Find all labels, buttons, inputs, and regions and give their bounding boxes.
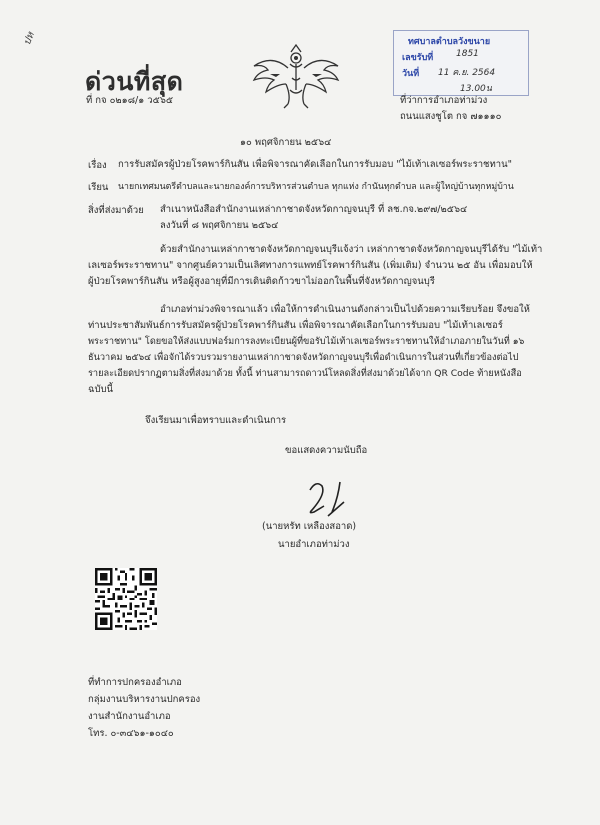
signer-title: นายอำเภอท่าม่วง [278,539,350,550]
document-date: ๑๐ พฤศจิกายน ๒๕๖๔ [240,137,332,148]
enclosure-line-1: สำเนาหนังสือสำนักงานเหล่ากาชาดจังหวัดกาญจนบุรี ที่ ลช.กจ.๒๙๗/๒๕๖๔ [160,204,468,215]
subject-label: เรื่อง [88,160,107,171]
stamp-time-value: 13.00น [460,84,492,94]
signer-name: (นายหรัท เหลืองสอาด) [262,521,357,532]
received-stamp [393,30,529,96]
footer-line-4: โทร. ๐-๓๔๖๑-๑๐๔๐ [88,728,174,739]
paragraph-2-line-5: รายละเอียดปรากฏตามสิ่งที่ส่งมาด้วย ทั้งนี้ ท่านสามารถดาวน์โหลดสิ่งที่ส่งมาด้วยได้จาก QR Code ท้ายหนังสือ [88,368,522,379]
stamp-recv-label: เลขรับที่ [402,53,434,63]
handwritten-note: ปห [21,30,37,47]
enclosure-line-2: ลงวันที่ ๘ พฤศจิกายน ๒๕๖๔ [160,220,279,231]
respect-text: ขอแสดงความนับถือ [285,445,368,456]
addressee-label: เรียน [88,182,109,193]
closing-text: จึงเรียนมาเพื่อทราบและดำเนินการ [145,415,287,426]
paragraph-1-line-3: ผู้ป่วยโรคพาร์กินสัน หรือผู้สูงอายุที่มีการเดินติดก้าวขาไม่ออกในพื้นที่จังหวัดกาญจนบุรี [88,276,435,287]
issuing-office: ที่ว่าการอำเภอท่าม่วง [400,95,488,106]
qr-code-icon [95,568,157,630]
document-number: ที่ กจ ๐๒๑๘/๑ ว๕๖๕ [86,95,174,106]
footer-line-2: กลุ่มงานบริหารงานปกครอง [88,694,201,705]
paragraph-2-line-1: อำเภอท่าม่วงพิจารณาแล้ว เพื่อให้การดำเนินงานดังกล่าวเป็นไปด้วยความเรียบร้อย จึงขอให้ [160,304,530,315]
paragraph-1-line-1: ด้วยสำนักงานเหล่ากาชาดจังหวัดกาญจนบุรีแจ้งว่า เหล่ากาชาดจังหวัดกาญจนบุรีได้รับ "ไม้เท้า [160,244,543,255]
stamp-recv-value: 1851 [456,49,479,59]
enclosure-label: สิ่งที่ส่งมาด้วย [88,205,144,216]
subject-text: การรับสมัครผู้ป่วยโรคพาร์กินสัน เพื่อพิจารณาคัดเลือกในการรับมอบ "ไม้เท้าเลเซอร์พระราชทาน" [118,159,512,170]
paragraph-1-line-2: เลเซอร์พระราชทาน" จากศูนย์ความเป็นเลิศทางการแพทย์โรคพาร์กินสัน (เพิ่มเติม) จำนวน ๒๕ อัน เพื่อมอบให้ [88,260,533,271]
paragraph-2-line-6: ฉบับนี้ [88,384,114,395]
footer-line-3: งานสำนักงานอำเภอ [88,711,171,722]
office-address: ถนนแสงชูโต กจ ๗๑๑๑๐ [400,111,502,122]
garuda-emblem-icon [246,44,346,110]
addressee-text: นายกเทศมนตรีตำบลและนายกองค์การบริหารส่วนตำบล ทุกแห่ง กำนันทุกตำบล และผู้ใหญ่บ้านทุกหมู่บ้าน [118,182,514,192]
stamp-office: ทศบาลตำบลวังขนาย [408,37,491,47]
signature-image [298,476,368,518]
stamp-date-value: 11 ค.ย. 2564 [438,68,496,78]
paragraph-2-line-4: ธันวาคม ๒๕๖๔ เพื่อจักได้รวบรวมรายงานเหล่ากาชาดจังหวัดกาญจนบุรีเพื่อดำเนินการในส่วนที่เกี่ยวข้องต่อไป [88,352,519,363]
paragraph-2-line-2: ท่านประชาสัมพันธ์การรับสมัครผู้ป่วยโรคพาร์กินสัน เพื่อพิจารณาคัดเลือกในการรับมอบ "ไม้เท้าเลเซอร์ [88,320,503,331]
urgency-heading: ด่วนที่สุด [85,67,184,96]
paragraph-2-line-3: พระราชทาน" โดยขอให้ส่งแบบฟอร์มการลงทะเบียนผู้ที่ขอรับไม้เท้าเลเซอร์พระราชทานให้อำเภอภายในวันที่ ๑๖ [88,336,525,347]
stamp-date-label: วันที่ [402,69,420,79]
footer-line-1: ที่ทำการปกครองอำเภอ [88,677,182,688]
